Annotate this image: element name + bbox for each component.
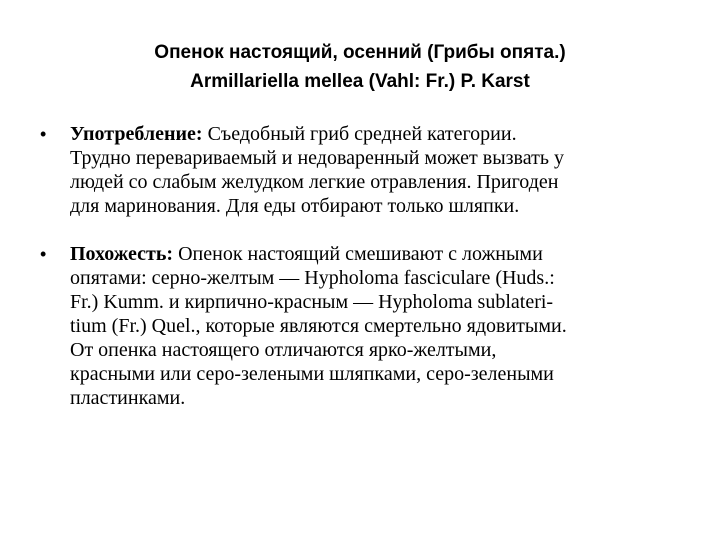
bullet-line: опятами: серно-желтым — Hypholoma fasciculare (Huds.: [70,267,555,289]
bullet-line: От опенка настоящего отличаются ярко-желтыми, [70,339,497,361]
bullet-line [70,122,700,146]
bullet-line: Трудно перевариваемый и недоваренный может вызвать у [70,147,564,169]
bullet-marker: • [40,124,47,144]
title-line-latin: Armillariella mellea (Vahl: Fr.) P. Karst [190,71,530,92]
bullet-heading-similarity: Похожесть: [70,243,174,265]
bullet-usage [40,122,700,218]
bullet-line: для маринования. Для еды отбирают только шляпки. [70,195,520,217]
bullet-line: людей со слабым желудком легкие отравления. Пригоден [70,171,559,193]
bullet-heading-usage: Употребление: [70,123,203,145]
bullet-line: красными или серо-зелеными шляпками, серо-зелеными [70,363,554,385]
bullet-line: tium (Fr.) Quel., которые являются смертельно ядовитыми. [70,315,567,337]
bullet-text: Опенок настоящий смешивают с ложными [173,243,543,265]
bullet-list [40,122,700,410]
slide-title [60,38,660,96]
bullet-line: Fr.) Kumm. и кирпично-красным — Hypholoma sublateri- [70,291,554,313]
bullet-text: Съедобный гриб средней категории. [202,123,517,145]
bullet-line: пластинками. [70,387,186,409]
title-line-russian: Опенок настоящий, осенний (Грибы опята.) [154,42,566,63]
bullet-similarity [40,242,700,410]
bullet-marker: • [40,244,47,264]
bullet-line [70,242,700,266]
